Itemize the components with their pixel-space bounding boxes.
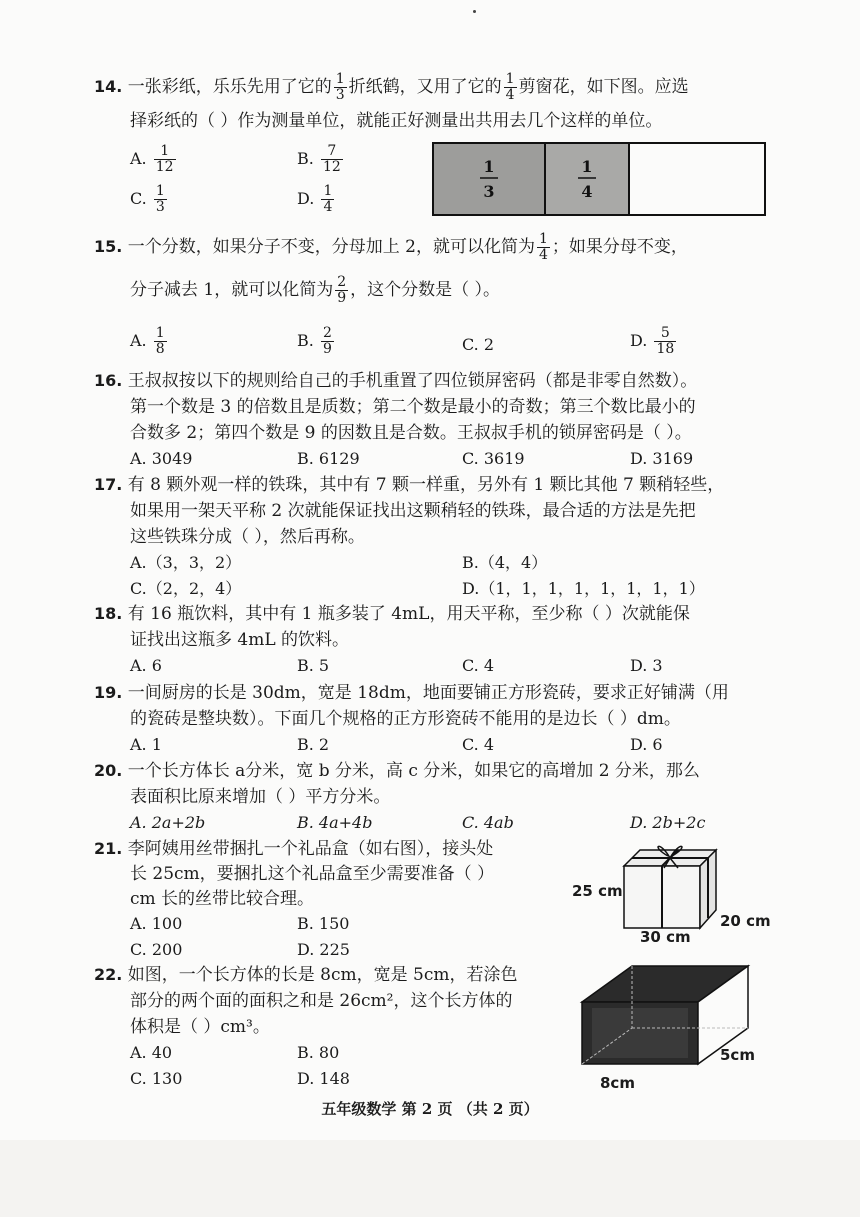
q17-option-a[interactable]: A.（3，3，2）	[130, 553, 242, 572]
q16-line3: 合数多 2；第四个数是 9 的因数且是合数。王叔叔手机的锁屏密码是（ ）。	[130, 423, 692, 443]
q17-option-c[interactable]: C.（2，2，4）	[130, 579, 242, 598]
q21-option-a[interactable]: A. 100	[130, 914, 183, 933]
q16-line2: 第一个数是 3 的倍数且是质数；第二个数是最小的奇数；第三个数比最小的	[130, 397, 696, 417]
strip-fraction-1-den: 3	[483, 182, 495, 201]
q16-line1: 16. 王叔叔按以下的规则给自己的手机重置了四位锁屏密码（都是非零自然数）。	[94, 371, 698, 391]
q16-option-a[interactable]: A. 3049	[130, 449, 193, 468]
gift-box-depth-label: 20 cm	[720, 912, 771, 930]
page-footer: 五年级数学 第 2 页 （共 2 页）	[321, 1100, 539, 1118]
gift-box-figure	[620, 838, 720, 938]
strip-fraction-2-den: 4	[581, 182, 593, 201]
q22-option-d[interactable]: D. 148	[297, 1069, 350, 1088]
q16-option-d[interactable]: D. 3169	[630, 449, 694, 468]
q21-option-b[interactable]: B. 150	[297, 914, 350, 933]
q22-option-b[interactable]: B. 80	[297, 1043, 340, 1062]
scan-speck	[473, 10, 476, 13]
q20-option-b[interactable]: B. 4a+4b	[297, 813, 373, 832]
q22-line3: 体积是（ ）cm³。	[130, 1017, 270, 1037]
q22-option-a[interactable]: A. 40	[130, 1043, 173, 1062]
q19-option-d[interactable]: D. 6	[630, 735, 663, 754]
q19-option-b[interactable]: B. 2	[297, 735, 330, 754]
q18-option-d[interactable]: D. 3	[630, 656, 663, 675]
gift-box-width-label: 30 cm	[640, 928, 691, 946]
q16-option-b[interactable]: B. 6129	[297, 449, 360, 468]
gift-box-height-label: 25 cm	[572, 882, 623, 900]
q21-line3: cm 长的丝带比较合理。	[130, 889, 315, 909]
q15-line1: 15. 一个分数，如果分子不变，分母加上 2，就可以化简为 $\frac{1}{4}$ ；如果分母不变，	[94, 231, 688, 263]
q14-option-b[interactable]: B. $\frac{7}{12}$	[297, 143, 341, 175]
q15-option-c[interactable]: C. 2	[462, 335, 495, 354]
q20-option-c[interactable]: C. 4ab	[462, 813, 514, 832]
q20-line2: 表面积比原来增加（ ）平方分米。	[130, 787, 391, 807]
q14-line1: 14. 一张彩纸，乐乐先用了它的 $\frac{1}{3}$ 折纸鹤，又用了它的 $\frac{1}{4}$ 剪窗花，如下图。应选	[94, 71, 689, 103]
fraction: $\frac{1}{4}$	[505, 71, 515, 103]
q21-option-d[interactable]: D. 225	[297, 940, 350, 959]
q17-line3: 这些铁珠分成（ ），然后再称。	[130, 527, 365, 547]
q14-line2: 择彩纸的（ ）作为测量单位，就能正好测量出共用去几个这样的单位。	[130, 111, 663, 131]
cuboid-width-label: 5cm	[720, 1046, 755, 1064]
q17-line2: 如果用一架天平称 2 次就能保证找出这颗稍轻的铁珠，最合适的方法是先把	[130, 501, 696, 521]
q14-option-d[interactable]: D. $\frac{1}{4}$	[297, 183, 333, 215]
q19-option-a[interactable]: A. 1	[130, 735, 162, 754]
q17-option-b[interactable]: B.（4，4）	[462, 553, 548, 572]
q18-option-c[interactable]: C. 4	[462, 656, 495, 675]
q20-option-a[interactable]: A. 2a+2b	[130, 813, 206, 832]
q18-option-a[interactable]: A. 6	[130, 656, 162, 675]
q19-option-c[interactable]: C. 4	[462, 735, 495, 754]
q15-option-b[interactable]: B. $\frac{2}{9}$	[297, 325, 332, 357]
q20-option-d[interactable]: D. 2b+2c	[630, 813, 706, 832]
q21-line1: 21. 李阿姨用丝带捆扎一个礼品盒（如右图），接头处	[94, 839, 494, 859]
q16-option-c[interactable]: C. 3619	[462, 449, 525, 468]
q14-option-c[interactable]: C. $\frac{1}{3}$	[130, 183, 165, 215]
q19-line1: 19. 一间厨房的长是 30dm，宽是 18dm，地面要铺正方形瓷砖，要求正好铺满（用	[94, 683, 729, 703]
cuboid-length-label: 8cm	[600, 1074, 635, 1092]
q17-line1: 17. 有 8 颗外观一样的铁珠，其中有 7 颗一样重，另外有 1 颗比其他 7 颗稍轻些，	[94, 475, 725, 495]
q17-option-d[interactable]: D.（1，1，1，1，1，1，1，1）	[462, 579, 705, 598]
q21-line2: 长 25cm，要捆扎这个礼品盒至少需要准备（ ）	[130, 864, 495, 884]
fraction: $\frac{1}{3}$	[335, 71, 345, 103]
paper-strip-figure	[432, 142, 768, 218]
q15-option-a[interactable]: A. $\frac{1}{8}$	[130, 325, 165, 357]
q18-option-b[interactable]: B. 5	[297, 656, 330, 675]
q15-line2: 分子减去 1，就可以化简为 $\frac{2}{9}$ ，这个分数是（ ）。	[130, 274, 501, 306]
q20-line1: 20. 一个长方体长 a分米，宽 b 分米，高 c 分米，如果它的高增加 2 分米，那么	[94, 761, 700, 781]
q22-line2: 部分的两个面的面积之和是 26cm²，这个长方体的	[130, 991, 513, 1011]
q18-line2: 证找出这瓶多 4mL 的饮料。	[130, 630, 350, 650]
q19-line2: 的瓷砖是整块数）。下面几个规格的正方形瓷砖不能用的是边长（ ）dm。	[130, 709, 681, 729]
fraction: $\frac{2}{9}$	[337, 274, 347, 306]
q15-option-d[interactable]: D. $\frac{5}{18}$	[630, 325, 675, 357]
q21-option-c[interactable]: C. 200	[130, 940, 183, 959]
strip-fraction-1-num: 1	[483, 157, 495, 176]
q14-option-a[interactable]: A. $\frac{1}{12}$	[130, 143, 174, 175]
q22-line1: 22. 如图，一个长方体的长是 8cm，宽是 5cm，若涂色	[94, 965, 518, 985]
q18-line1: 18. 有 16 瓶饮料，其中有 1 瓶多装了 4mL，用天平称，至少称（ ）次就能保	[94, 604, 690, 624]
fraction: $\frac{1}{4}$	[538, 231, 548, 263]
q22-option-c[interactable]: C. 130	[130, 1069, 183, 1088]
strip-fraction-2-num: 1	[581, 157, 593, 176]
